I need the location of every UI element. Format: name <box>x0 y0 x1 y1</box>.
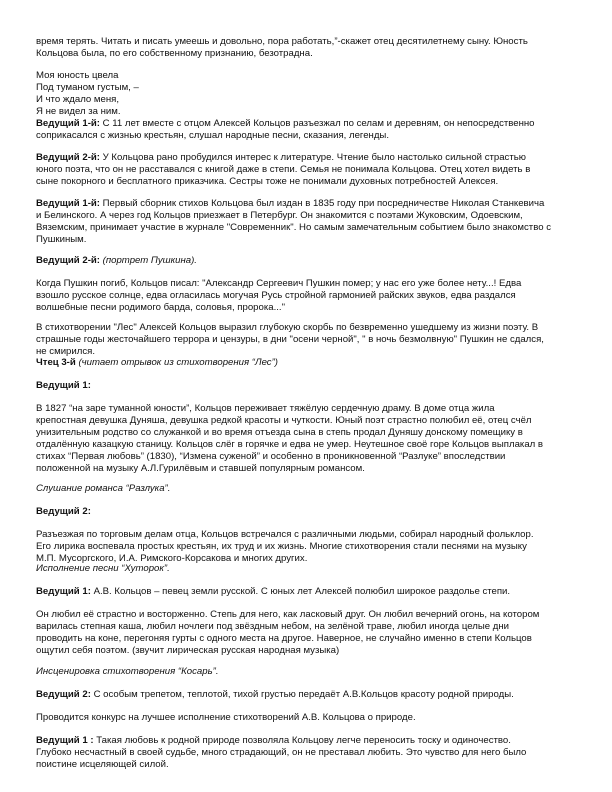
text-line: стихах “Первая любовь” (1830), “Измена суженой” и особенно в проникновенной “Разлуке” впоследствии <box>36 451 506 462</box>
paragraph-kosar <box>36 666 580 678</box>
text-line <box>36 735 580 747</box>
text-line <box>36 689 580 701</box>
paragraph-les <box>36 322 580 358</box>
text-line: не смирился. <box>36 346 96 357</box>
text-line: Кольцова была, по его собственному признанию, безотрадна. <box>36 48 313 59</box>
paragraph-presenter-1a <box>36 118 580 142</box>
text-line: варилась степная каша, любил ночлеги под звёздным небом, на зелёной траве, любил иногда целые дни <box>36 621 509 632</box>
text-line: Проводится конкурс на лучшее исполнение стихотворений А.В. Кольцова о природе. <box>36 712 416 723</box>
text-line: страшные годы жесточайшего террора и цензуры, в дни "осени черной", " в ночь безмолвную" Пушкин не сдался, <box>36 334 544 345</box>
stage-direction: Слушание романса “Разлука”. <box>36 483 171 494</box>
text-line: юного поэта, что он не расставался с книгой даже в степи. Семья не понимала Кольцова. Отец хотел видеть в <box>36 164 531 175</box>
speaker-label: Ведущий 2: <box>36 689 91 700</box>
speech-text: С особым трепетом, теплотой, тихой грустью передаёт А.В.Кольцов красоту родной природы. <box>90 689 514 700</box>
speaker-label: Ведущий 1: <box>36 586 91 597</box>
text-line: сыне покорного и бесплатного приказчика. Сестры тоже не понимали духовных потребностей Алексея. <box>36 176 499 187</box>
text-line: и Белинского. А через год Кольцов приезжает в Петербург. Он знакомится с поэтами Жуковским, Одоевским, <box>36 210 523 221</box>
text-line: Разъезжая по торговым делам отца, Кольцов встречался с различными людьми, собирал народный фольклор. <box>36 529 534 540</box>
speaker-label: Ведущий 1-й: <box>36 118 100 129</box>
text-line <box>36 483 580 495</box>
text-line: В 1827 “на заре туманной юности”, Кольцов переживает тяжёлую сердечную драму. В доме отца жила <box>36 403 495 414</box>
paragraph-presenter-1b <box>36 198 580 246</box>
speech-text: У Кольцова рано пробудился интерес к литературе. Чтение было настолько сильной страстью <box>100 152 526 163</box>
text-line: ощутил себя поэтом. (звучит лирическая русская народная музыка) <box>36 645 340 656</box>
speech-text: Такая любовь к родной природе позволяла Кольцову легче переносить тоску и одиночество. <box>93 735 511 746</box>
text-line: Глубоко несчастный в своей судьбе, много страдающий, он не преставал любить. Это чувство для него было <box>36 747 527 758</box>
stage-direction: Исполнение песни “Хуторок”. <box>36 563 170 574</box>
paragraph-pushkin-quote <box>36 278 580 314</box>
text-line: Когда Пушкин погиб, Кольцов писал: "Александр Сергеевич Пушкин помер; у нас его уже более нету...! Едва <box>36 278 522 289</box>
text-line <box>36 152 580 164</box>
text-line: взошло русское солнце, едва огласилась могучая Русь стройной гармонией райских звуков, едва раздался <box>36 290 516 301</box>
poem-stanza <box>36 70 580 118</box>
text-line <box>36 563 580 575</box>
text-line: соприкасался с жизнью крестьян, слушал народные песни, сказания, легенды. <box>36 130 389 141</box>
text-line: В стихотворении "Лес" Алексей Кольцов выразил глубокую скорбь по безвременно ушедшему из жизни поэту. В <box>36 322 539 333</box>
paragraph-dunyasha <box>36 403 580 475</box>
stage-direction: Инсценировка стихотворения “Косарь”. <box>36 666 219 677</box>
stage-direction: (портрет Пушкина). <box>100 255 197 266</box>
paragraph-contest <box>36 712 580 724</box>
text-line: время терять. Читать и писать умеешь и довольно, пора работать,”-скажет отец десятилетнему сыну. Юность <box>36 36 528 47</box>
speaker-label: Ведущий 1-й: <box>36 198 100 209</box>
speech-text: Первый сборник стихов Кольцова был издан в 1835 году при посредничестве Николая Станкевича <box>100 198 545 209</box>
text-line: Вяземским, принимает участие в журнале "Современник". Но самым замечательным событием было знакомство с <box>36 222 551 233</box>
text-line: Его лирика воспевала простых крестьян, их труд и их жизнь. Многие стихотворения стали песнями на музыку <box>36 541 527 552</box>
speech-text: С 11 лет вместе с отцом Алексей Кольцов разъезжал по селам и деревням, он непосредственно <box>100 118 535 129</box>
paragraph-romance <box>36 483 580 495</box>
text-line: положенной на музыку А.Л.Гурилёвым и ставшей популярным романсом. <box>36 463 365 474</box>
paragraph-presenter-2a <box>36 152 580 188</box>
text-line <box>36 255 580 267</box>
text-line <box>36 118 580 130</box>
paragraph-reader-3 <box>36 357 580 369</box>
text-line: проводить на коне, перегоняя гурты с одного места на другое. Наверное, не случайно именно в степи Кольцов <box>36 633 532 644</box>
text-line: М.П. Мусоргского, И.А. Римского-Корсакова и многих других. <box>36 553 308 564</box>
text-line: унизительным родство со служанкой и во время отъезда сына в степь продал Дуняшу донскому помещику в <box>36 427 523 438</box>
paragraph-presenter-1c <box>36 586 580 598</box>
text-line <box>36 357 580 369</box>
text-line <box>36 506 580 518</box>
paragraph-presenter-1d <box>36 735 580 771</box>
text-line: Он любил её страстно и восторженно. Степь для него, как ласковый друг. Он любил вечерний огонь, на котором <box>36 609 540 620</box>
poem-line: Моя юность цвела <box>36 70 119 81</box>
poem-line: Я не видел за ним. <box>36 106 121 117</box>
paragraph-presenter-1-heading <box>36 380 580 392</box>
text-line: поистине исцеляющей силой. <box>36 759 169 770</box>
text-line <box>36 380 580 392</box>
speaker-label: Ведущий 1: <box>36 380 91 391</box>
text-line <box>36 198 580 210</box>
paragraph-folklore <box>36 529 580 565</box>
paragraph-1 <box>36 36 580 60</box>
text-line <box>36 586 580 598</box>
paragraph-song <box>36 563 580 575</box>
text-line: крепостная девушка Дуняша, девушка редкой красоты и чуткости. Юный поэт страстно полюбил её, отец счёл <box>36 415 532 426</box>
text-line: Пушкиным. <box>36 234 87 245</box>
poem-line: Под туманом густым, – <box>36 82 139 93</box>
paragraph-presenter-2-heading <box>36 506 580 518</box>
speaker-label: Ведущий 1 : <box>36 735 94 746</box>
text-line <box>36 666 580 678</box>
stage-direction: (читает отрывок из стихотворения “Лес”) <box>75 357 278 368</box>
text-line: волшебные песни родимого барда, соловья, пророка..." <box>36 302 285 313</box>
poem-line: И что ждало меня, <box>36 94 119 105</box>
paragraph-presenter-2b <box>36 255 580 267</box>
paragraph-steppe <box>36 609 580 657</box>
speech-text: А.В. Кольцов – певец земли русской. С юных лет Алексей полюбил широкое раздолье степи. <box>90 586 511 597</box>
speaker-label: Ведущий 2-й: <box>36 152 100 163</box>
paragraph-presenter-2c <box>36 689 580 701</box>
speaker-label: Ведущий 2: <box>36 506 91 517</box>
speaker-label: Ведущий 2-й: <box>36 255 100 266</box>
text-line: отдалённую казацкую станицу. Кольцов слёг в горячке и едва не умер. Неутешное своё горе Кольцов выплакал в <box>36 439 544 450</box>
speaker-label: Чтец 3-й <box>36 357 76 368</box>
